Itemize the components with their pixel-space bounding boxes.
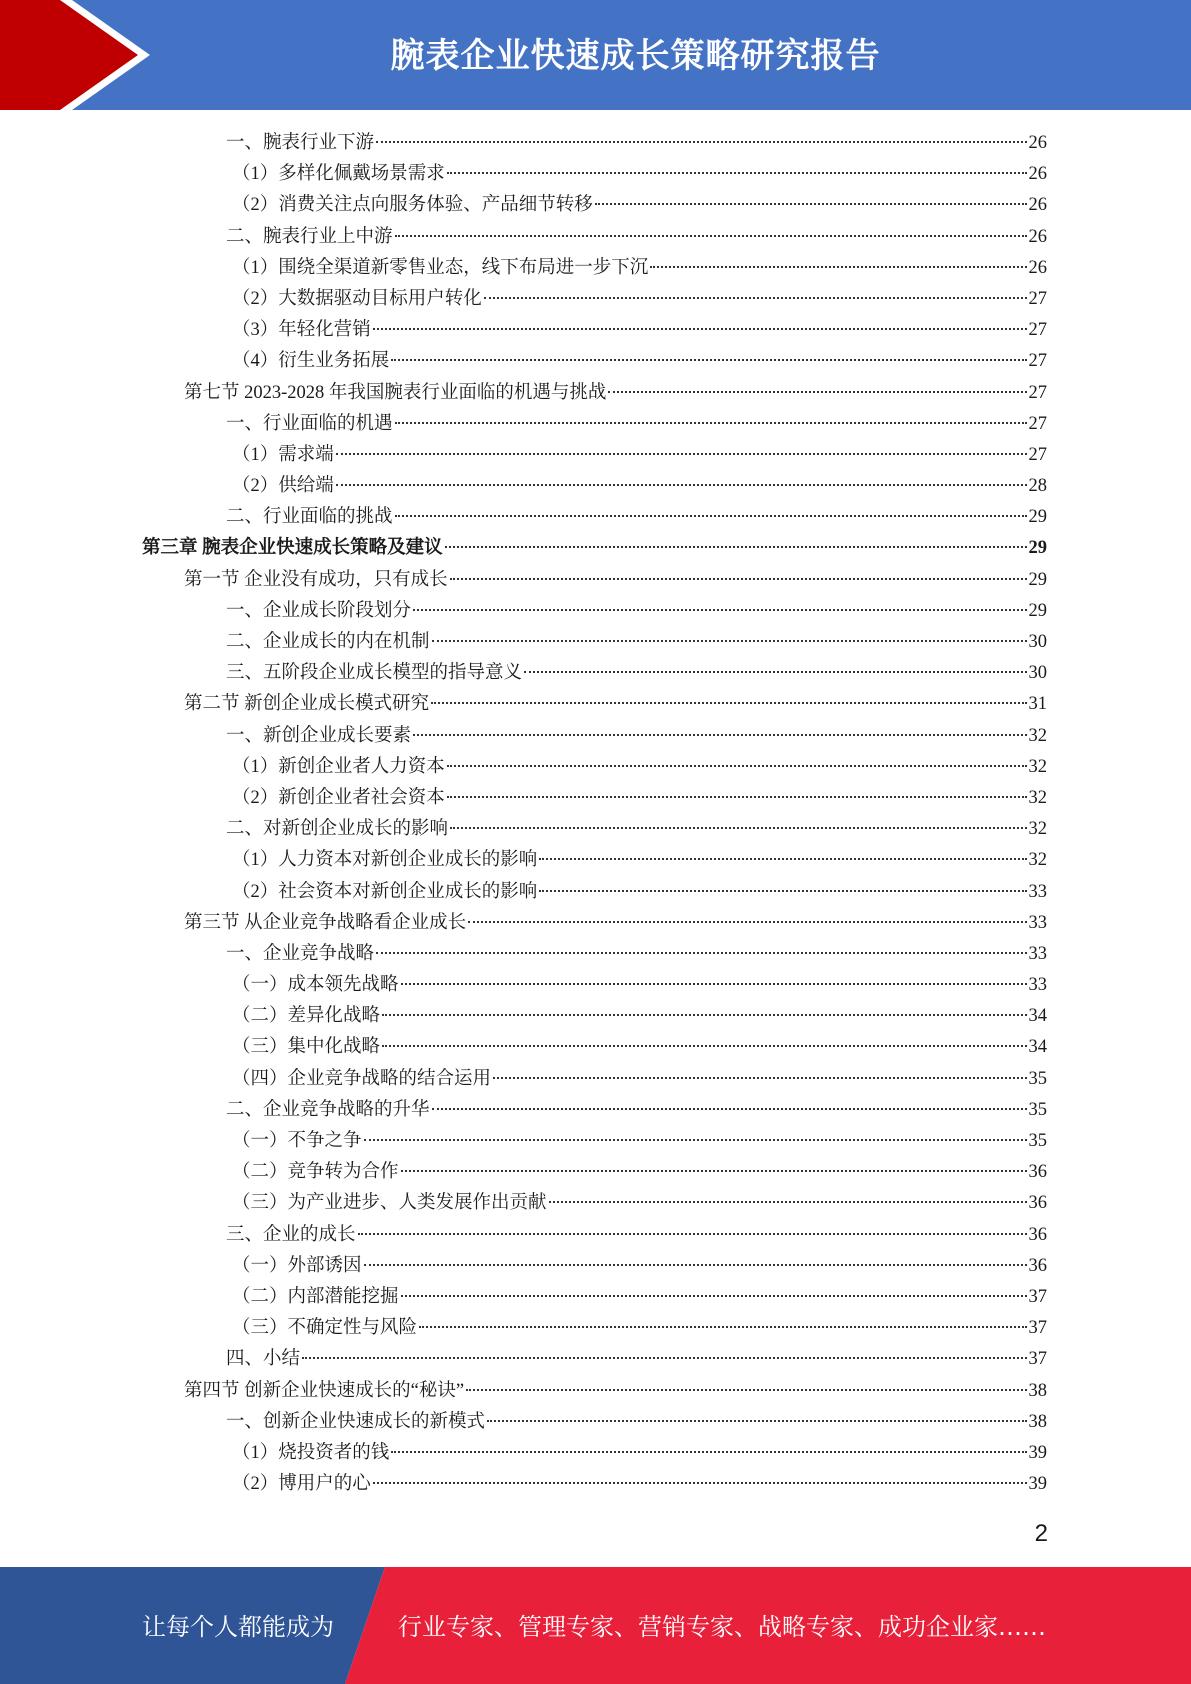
toc-dot-leader [493,1077,1026,1079]
toc-entry[interactable] [142,1157,1047,1188]
toc-dot-leader [302,1357,1026,1359]
toc-entry-page: 36 [1028,1224,1047,1245]
toc-entry-label: 第二节 新创企业成长模式研究 [184,694,430,715]
toc-dot-leader [373,1482,1027,1484]
toc-entry-page: 30 [1028,663,1047,684]
toc-entry-label: 三、企业的成长 [226,1224,356,1245]
toc-dot-leader [595,203,1027,205]
toc-entry-label: 二、企业成长的内在机制 [226,632,430,652]
toc-entry-label: （1）新创企业者人力资本 [232,756,445,777]
toc-entry[interactable] [142,1376,1047,1407]
toc-entry[interactable] [142,1001,1047,1032]
toc-entry-label: 第七节 2023-2028 年我国腕表行业面临的机遇与挑战 [184,382,607,403]
toc-entry[interactable] [142,190,1047,221]
toc-entry-page: 32 [1028,850,1047,871]
toc-entry-label: （1）烧投资者的钱 [232,1442,390,1463]
toc-entry[interactable] [142,1469,1047,1500]
page-footer [0,1567,1191,1684]
toc-entry-page: 31 [1028,694,1047,715]
toc-entry-label: 一、企业竞争战略 [226,943,375,964]
toc-entry[interactable] [142,128,1047,159]
toc-entry-page: 35 [1028,1131,1047,1151]
toc-dot-leader [524,671,1026,673]
toc-dot-leader [487,1420,1026,1422]
toc-entry[interactable] [142,1407,1047,1438]
toc-dot-leader [401,1170,1027,1172]
toc-entry-label: （2）博用户的心 [232,1474,371,1495]
toc-entry-page: 33 [1028,975,1047,996]
toc-dot-leader [395,422,1027,424]
toc-entry[interactable] [142,1251,1047,1282]
toc-entry-label: （一）外部诱因 [232,1255,362,1276]
toc-entry-page: 32 [1028,819,1047,840]
toc-entry-label: （二）差异化战略 [232,1006,381,1027]
toc-dot-leader [401,983,1027,985]
toc-entry-label: （2）大数据驱动目标用户转化 [232,288,482,309]
toc-dot-leader [468,921,1026,923]
toc-entry-label: （1）需求端 [232,444,334,465]
toc-entry-label: （3）年轻化营销 [232,320,371,341]
toc-entry-page: 39 [1028,1474,1047,1495]
toc-entry-label: （三）不确定性与风险 [232,1318,418,1339]
toc-entry[interactable] [142,877,1047,908]
toc-dot-leader [401,1295,1027,1297]
toc-entry[interactable] [142,627,1047,658]
toc-entry-page: 37 [1028,1286,1047,1307]
toc-entry-page: 32 [1028,756,1047,777]
toc-entry-page: 37 [1028,1349,1047,1370]
toc-dot-leader [382,1014,1026,1016]
toc-entry-page: 35 [1028,1068,1047,1089]
toc-entry-label: （2）社会资本对新创企业成长的影响 [232,881,538,902]
toc-entry-page: 27 [1028,320,1047,341]
toc-dot-leader [364,1139,1027,1141]
toc-dot-leader [336,484,1027,486]
toc-entry-page: 36 [1028,1255,1047,1276]
toc-dot-leader [395,235,1027,237]
toc-entry[interactable] [142,658,1047,689]
toc-entry-page: 27 [1028,444,1047,465]
toc-entry[interactable] [142,440,1047,471]
toc-entry[interactable] [142,752,1047,783]
toc-dot-leader [549,1201,1027,1203]
toc-entry-label: 二、腕表行业上中游 [226,226,393,247]
toc-entry-page: 29 [1028,538,1047,559]
toc-entry[interactable] [142,970,1047,1001]
toc-entry-label: （1）人力资本对新创企业成长的影响 [232,850,538,871]
toc-entry[interactable] [142,284,1047,315]
toc-dot-leader [395,515,1027,517]
toc-entry-page: 34 [1028,1037,1047,1058]
toc-dot-leader [432,1108,1027,1110]
toc-entry-page: 28 [1028,476,1047,497]
toc-entry[interactable] [142,533,1047,564]
toc-dot-leader [466,1389,1026,1391]
toc-entry-label: （2）新创企业者社会资本 [232,787,445,808]
toc-entry[interactable] [142,1438,1047,1469]
toc-entry-label: （三）为产业进步、人类发展作出贡献 [232,1193,547,1214]
toc-entry-label: （二）竞争转为合作 [232,1162,399,1183]
report-title: 腕表企业快速成长策略研究报告 [390,36,881,76]
toc-dot-leader [450,827,1026,829]
toc-entry-page: 33 [1028,912,1047,933]
toc-entry-page: 32 [1028,725,1047,746]
toc-dot-leader [364,1264,1027,1266]
toc-entry[interactable] [142,783,1047,814]
toc-entry[interactable] [142,814,1047,845]
toc-entry-label: 第三节 从企业竞争战略看企业成长 [184,912,467,933]
toc-entry[interactable] [142,409,1047,440]
footer-slogan-right: 行业专家、管理专家、营销专家、战略专家、成功企业家…… [398,1613,1046,1641]
toc-dot-leader [336,453,1027,455]
toc-dot-leader [484,297,1027,299]
toc-entry-page: 27 [1028,351,1047,372]
toc-dot-leader [391,359,1026,361]
toc-dot-leader [376,141,1026,143]
toc-entry[interactable] [142,502,1047,533]
toc-entry-label: 第四节 创新企业快速成长的“秘诀” [184,1380,465,1401]
toc-dot-leader [450,578,1027,580]
toc-dot-leader [447,172,1027,174]
toc-entry-page: 34 [1028,1006,1047,1027]
toc-entry[interactable] [142,346,1047,377]
toc-dot-leader [447,796,1027,798]
toc-entry-label: 四、小结 [226,1349,301,1370]
toc-entry[interactable] [142,222,1047,253]
toc-entry-page: 26 [1028,164,1047,185]
toc-entry[interactable] [142,1095,1047,1126]
toc-entry-label: 二、对新创企业成长的影响 [226,819,449,840]
toc-entry[interactable] [142,689,1047,720]
toc-entry-page: 30 [1028,632,1047,652]
toc-entry-label: 一、企业成长阶段划分 [226,600,412,621]
toc-entry-page: 33 [1028,881,1047,902]
toc-entry[interactable] [142,1220,1047,1251]
toc-entry-label: 二、行业面临的挑战 [226,507,393,528]
toc-entry-page: 27 [1028,382,1047,403]
toc-entry[interactable] [142,1313,1047,1344]
toc-entry-page: 36 [1028,1193,1047,1214]
toc-entry-page: 29 [1028,507,1047,528]
toc-entry-page: 33 [1028,943,1047,964]
toc-entry-label: 第三章 腕表企业快速成长策略及建议 [142,538,443,559]
toc-entry-label: 二、企业竞争战略的升华 [226,1099,430,1120]
toc-dot-leader [445,546,1027,548]
toc-entry-label: （1）围绕全渠道新零售业态，线下布局进一步下沉 [232,257,649,278]
toc-entry-page: 29 [1028,569,1047,590]
toc-entry-label: （四）企业竞争战略的结合运用 [232,1068,492,1089]
toc-dot-leader [413,609,1026,611]
toc-entry[interactable] [142,1282,1047,1313]
toc-dot-leader [432,640,1027,642]
toc-entry[interactable] [142,845,1047,876]
toc-entry-page: 26 [1028,133,1047,153]
toc-dot-leader [391,1451,1026,1453]
toc-entry-page: 27 [1028,288,1047,309]
toc-entry-label: （1）多样化佩戴场景需求 [232,164,445,185]
toc-entry-label: 一、腕表行业下游 [226,133,375,153]
table-of-contents [142,128,1047,1500]
toc-entry[interactable] [142,471,1047,502]
toc-entry-label: 第一节 企业没有成功，只有成长 [184,569,448,590]
toc-dot-leader [358,1233,1027,1235]
toc-entry-label: （2）消费关注点向服务体验、产品细节转移 [232,195,593,216]
toc-entry-label: （二）内部潜能挖掘 [232,1286,399,1307]
toc-entry[interactable] [142,1188,1047,1219]
toc-dot-leader [431,702,1026,704]
toc-entry-page: 38 [1028,1380,1047,1401]
toc-entry-page: 29 [1028,600,1047,621]
toc-entry-label: 一、创新企业快速成长的新模式 [226,1411,486,1432]
toc-entry-page: 38 [1028,1411,1047,1432]
toc-entry-page: 36 [1028,1162,1047,1183]
toc-dot-leader [419,1326,1026,1328]
toc-entry[interactable] [142,565,1047,596]
toc-entry-page: 35 [1028,1099,1047,1120]
toc-dot-leader [608,391,1026,393]
toc-entry-label: （2）供给端 [232,476,334,497]
toc-entry-page: 32 [1028,787,1047,808]
toc-entry-page: 26 [1028,195,1047,216]
toc-dot-leader [539,858,1026,860]
toc-entry[interactable] [142,253,1047,284]
toc-entry-label: （4）衍生业务拓展 [232,351,390,372]
toc-dot-leader [413,734,1026,736]
toc-entry-label: 一、行业面临的机遇 [226,413,393,434]
toc-entry-page: 26 [1028,226,1047,247]
toc-entry[interactable] [142,721,1047,752]
toc-entry-page: 37 [1028,1318,1047,1339]
toc-dot-leader [650,266,1026,268]
toc-dot-leader [376,952,1026,954]
toc-entry[interactable] [142,1344,1047,1375]
toc-entry[interactable] [142,596,1047,627]
footer-slogan-left: 让每个人都能成为 [142,1613,334,1641]
toc-dot-leader [382,1045,1026,1047]
page-number: 2 [1034,1520,1048,1547]
toc-entry[interactable] [142,1032,1047,1063]
toc-entry-page: 27 [1028,413,1047,434]
toc-entry-label: （一）成本领先战略 [232,975,399,996]
toc-entry[interactable] [142,378,1047,409]
page-header [0,0,1191,110]
toc-entry[interactable] [142,939,1047,970]
toc-dot-leader [539,890,1026,892]
toc-entry-label: 三、五阶段企业成长模型的指导意义 [226,663,523,684]
toc-entry-label: 一、新创企业成长要素 [226,725,412,746]
toc-entry-page: 26 [1028,257,1047,278]
toc-entry-label: （一）不争之争 [232,1131,362,1151]
toc-entry-page: 39 [1028,1442,1047,1463]
toc-entry[interactable] [142,908,1047,939]
toc-dot-leader [373,328,1027,330]
toc-entry-label: （三）集中化战略 [232,1037,381,1058]
toc-entry[interactable] [142,159,1047,190]
toc-entry[interactable] [142,1126,1047,1157]
toc-entry[interactable] [142,1064,1047,1095]
toc-entry[interactable] [142,315,1047,346]
toc-dot-leader [447,765,1027,767]
